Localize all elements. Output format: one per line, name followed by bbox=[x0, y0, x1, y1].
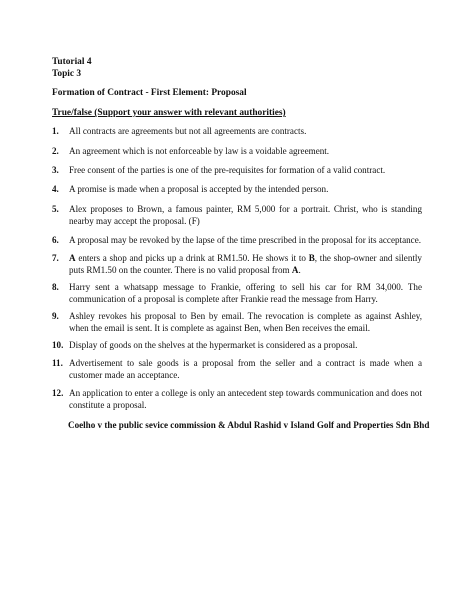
question-item bbox=[52, 146, 422, 158]
question-text: A enters a shop and picks up a drink at RM1.50. He shows it to B, the shop-owner and silently puts RM1.50 on the counter. There is no valid proposal from A. bbox=[69, 253, 422, 275]
question-text: Harry sent a whatsapp message to Frankie, offering to sell his car for RM 34,000. The communication of a proposal is complete after Frankie read the message from Harry. bbox=[69, 282, 422, 304]
question-item bbox=[52, 282, 422, 305]
question-item bbox=[52, 204, 422, 227]
question-item bbox=[52, 126, 422, 138]
question-number: 6. bbox=[52, 235, 59, 245]
question-text: A proposal may be revoked by the lapse of the time prescribed in the proposal for its acceptance. bbox=[69, 235, 422, 245]
question-number: 10. bbox=[52, 340, 64, 350]
question-item bbox=[52, 235, 422, 247]
question-number: 8. bbox=[52, 282, 59, 292]
question-text: Alex proposes to Brown, a famous painter, RM 5,000 for a portrait. Christ, who is standing nearby may accept the proposal. (F) bbox=[69, 204, 422, 226]
document-title: Formation of Contract - First Element: Proposal bbox=[52, 88, 247, 98]
topic-heading: Topic 3 bbox=[52, 69, 82, 79]
question-item bbox=[52, 253, 422, 276]
question-item bbox=[52, 311, 422, 334]
question-text: A promise is made when a proposal is accepted by the intended person. bbox=[69, 184, 329, 194]
party-a-label: A bbox=[291, 264, 299, 275]
question-number: 9. bbox=[52, 311, 59, 321]
question-item bbox=[52, 358, 422, 381]
case-references: Coelho v the public sevice commission & Abdul Rashid v Island Golf and Properties Sdn Bhd bbox=[68, 420, 430, 430]
section-title: True/false (Support your answer with relevant authorities) bbox=[52, 108, 286, 118]
question-number: 12. bbox=[52, 388, 64, 398]
tutorial-heading: Tutorial 4 bbox=[52, 57, 92, 67]
question-number: 4. bbox=[52, 184, 59, 194]
question-text: An application to enter a college is only an antecedent step towards communication and does not constitute a proposal. bbox=[69, 388, 422, 410]
question-number: 7. bbox=[52, 253, 59, 263]
question-item bbox=[52, 184, 422, 196]
question-text: All contracts are agreements but not all agreements are contracts. bbox=[69, 126, 307, 136]
party-a-label: A bbox=[69, 253, 76, 263]
question-text: Display of goods on the shelves at the hypermarket is considered as a proposal. bbox=[69, 340, 358, 350]
question-text: Advertisement to sale goods is a proposal from the seller and a contract is made when a customer made an acceptance. bbox=[69, 358, 422, 380]
question-number: 11. bbox=[52, 358, 63, 368]
question-item bbox=[52, 340, 422, 352]
question-number: 5. bbox=[52, 204, 59, 214]
question-number: 2. bbox=[52, 146, 59, 156]
question-text: Ashley revokes his proposal to Ben by email. The revocation is complete as against Ashley, when the email is sent. It is complete as against Ben, when Ben receives the email. bbox=[69, 311, 422, 333]
question-number: 1. bbox=[52, 126, 59, 136]
question-text: An agreement which is not enforceable by law is a voidable agreement. bbox=[69, 146, 330, 156]
question-number: 3. bbox=[52, 165, 59, 175]
question-item bbox=[52, 388, 422, 411]
party-b-label: B bbox=[308, 253, 315, 263]
question-item bbox=[52, 165, 422, 177]
question-text: Free consent of the parties is one of the pre-requisites for formation of a valid contract. bbox=[69, 165, 386, 175]
